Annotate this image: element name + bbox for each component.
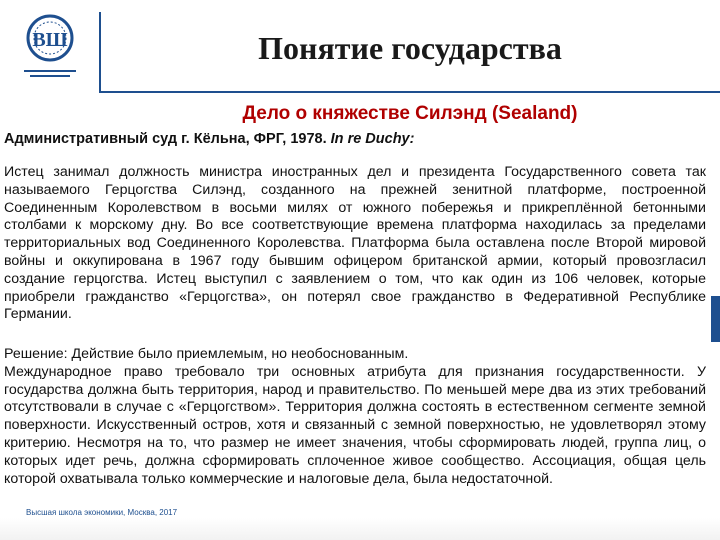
decision-block (4, 346, 706, 488)
page-edge-marker (711, 296, 720, 342)
hse-logo-icon (20, 8, 80, 88)
decision-paragraph: Международное право требовало три основных атрибута для признания государственности. У государства должна быть территория, народ и правительство. По меньшей мере два из этих требований отсутствовали в случае с «Герцогством». Территория должна состоять в естественном сегменте земной поверхности. Искусственный остров, хотя и связанный с земной поверхностью, не удовлетворял этому критерию. Несмотря на то, что размер не имеет значения, чтобы сформировать людей, группа лиц, о которых идет речь, должна сформировать сплоченное живое сообщество. Ассоциация, общая цель которой охватывала только коммерческие и налоговые дела, была недостаточной. (4, 363, 706, 487)
case-title: Дело о княжестве Силэнд (Sealand) (242, 103, 578, 124)
slide-title: Понятие государства (258, 30, 562, 66)
court-name: Административный суд г. Кёльна, ФРГ, 1978. (4, 131, 327, 147)
decision-label: Решение: Действие было приемлемым, но необоснованным. (4, 346, 409, 362)
slide-header (0, 0, 720, 92)
footer-text: Высшая школа экономики, Москва, 2017 (26, 508, 178, 517)
court-reference (4, 131, 414, 147)
court-case-name: In re Duchy: (330, 131, 415, 147)
svg-text:ВШ: ВШ (32, 29, 68, 51)
header-horizontal-divider (99, 91, 720, 93)
case-facts-paragraph: Истец занимал должность министра иностранных дел и президента Государственного совета так называемого Герцогства Силэнд, созданного на прежней зенитной платформе, построенной Соединенным Королевством в восьми милях от южного побережья и прикреплённой бетонными столбами к морскому дну. Во все соответствующие времена платформа находилась за пределами территориальных вод Соединенного Королевства. Платформа была оставлена после Второй мировой войны и оккупирована в 1967 году бывшим офицером британской армии, который провозгласил создание герцогства. Истец выступил с заявлением о том, что как один из 106 человек, которые приобрели гражданство «Герцогства», он потерял свое гражданство в Федеративной Республике Германии. (4, 164, 706, 323)
footer-band (0, 518, 720, 540)
